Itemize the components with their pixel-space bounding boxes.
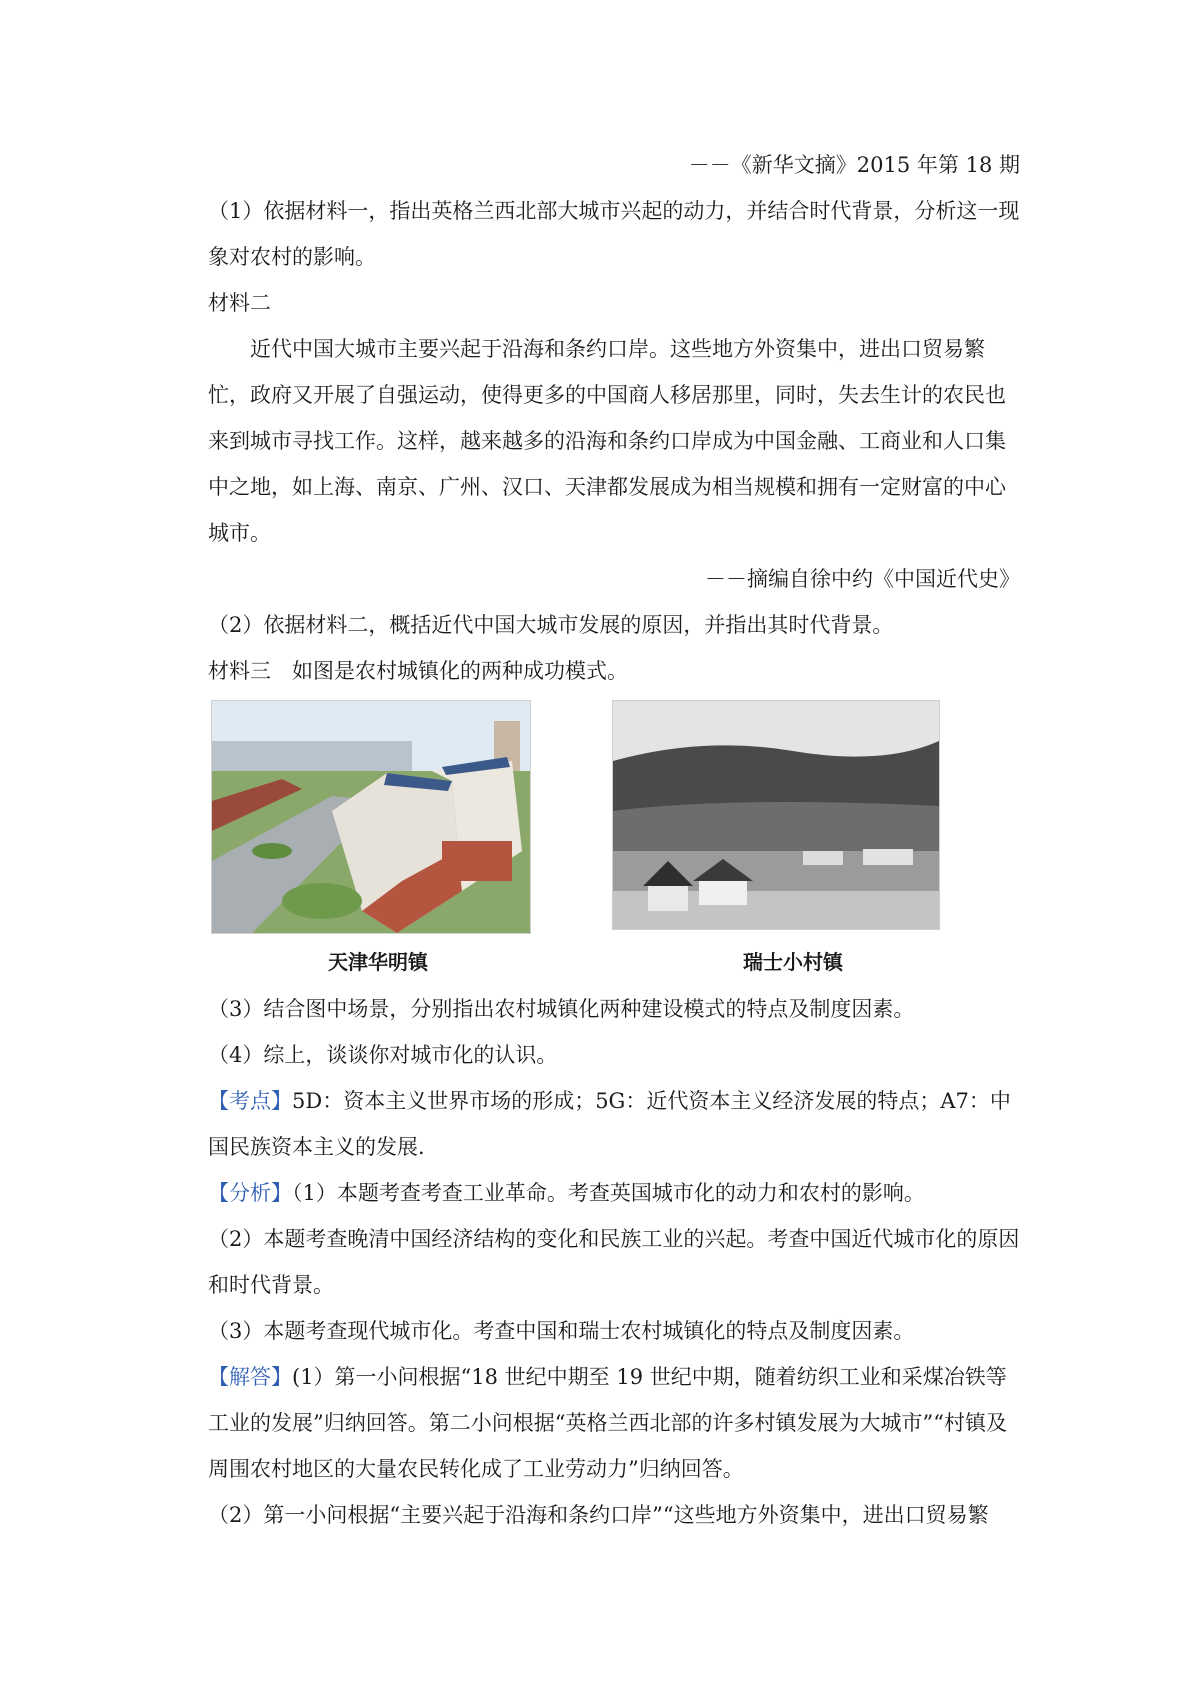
source-citation-2: －－摘编自徐中约《中国近代史》 — [705, 567, 1020, 591]
jieda-tag: 【解答】 — [208, 1365, 292, 1389]
right-photo-caption: 瑞士小村镇 — [743, 950, 843, 974]
source-citation-1: －－《新华文摘》2015 年第 18 期 — [688, 153, 1020, 177]
question-2: （2）依据材料二，概括近代中国大城市发展的原因，并指出其时代背景。 — [208, 613, 894, 637]
question-3: （3）结合图中场景，分别指出农村城镇化两种建设模式的特点及制度因素。 — [208, 997, 915, 1021]
fenxi-point-3: （3）本题考查现代城市化。考查中国和瑞士农村城镇化的特点及制度因素。 — [208, 1319, 915, 1343]
fenxi-section — [208, 1170, 1020, 1216]
left-photo-caption: 天津华明镇 — [328, 950, 428, 974]
question-4: （4）综上，谈谈你对城市化的认识。 — [208, 1043, 558, 1067]
swiss-village-photo — [612, 700, 940, 930]
document-content — [208, 142, 1020, 1538]
kaodian-tag: 【考点】 — [208, 1089, 292, 1113]
tianjin-town-photo — [211, 700, 531, 934]
jieda-answer-1: (1）第一小问根据“18 世纪中期至 19 世纪中期，随着纺织工业和采煤冶铁等工业的发展”归纳回答。第二小问根据“英格兰西北部的许多村镇发展为大城市”“村镇及周围农村地区的大量农民转化成了工业劳动力”归纳回答。 — [208, 1365, 1007, 1481]
fenxi-point-1: （1）本题考查考查工业革命。考查英国城市化的动力和农村的影响。 — [292, 1181, 925, 1205]
material-2-title: 材料二 — [208, 291, 271, 315]
figure-row — [208, 700, 1020, 984]
kaodian-section — [208, 1078, 1020, 1170]
jieda-answer-2: （2）第一小问根据“主要兴起于沿海和条约口岸”“这些地方外资集中，进出口贸易繁 — [208, 1503, 989, 1527]
material-3-intro: 材料三 如图是农村城镇化的两种成功模式。 — [208, 659, 628, 683]
material-2-body: 近代中国大城市主要兴起于沿海和条约口岸。这些地方外资集中，进出口贸易繁忙，政府又开展了自强运动，使得更多的中国商人移居那里，同时，失去生计的农民也来到城市寻找工作。这样，越来越多的沿海和条约口岸成为中国金融、工商业和人口集中之地，如上海、南京、广州、汉口、天津都发展成为相当规模和拥有一定财富的中心城市。 — [208, 337, 1006, 545]
question-1: （1）依据材料一，指出英格兰西北部大城市兴起的动力，并结合时代背景，分析这一现象对农村的影响。 — [208, 199, 1020, 269]
fenxi-point-2: （2）本题考查晚清中国经济结构的变化和民族工业的兴起。考查中国近代城市化的原因和时代背景。 — [208, 1227, 1020, 1297]
jieda-section — [208, 1354, 1020, 1492]
fenxi-tag: 【分析】 — [208, 1181, 292, 1205]
kaodian-text: 5D：资本主义世界市场的形成；5G：近代资本主义经济发展的特点；A7：中国民族资本主义的发展. — [208, 1089, 1011, 1159]
